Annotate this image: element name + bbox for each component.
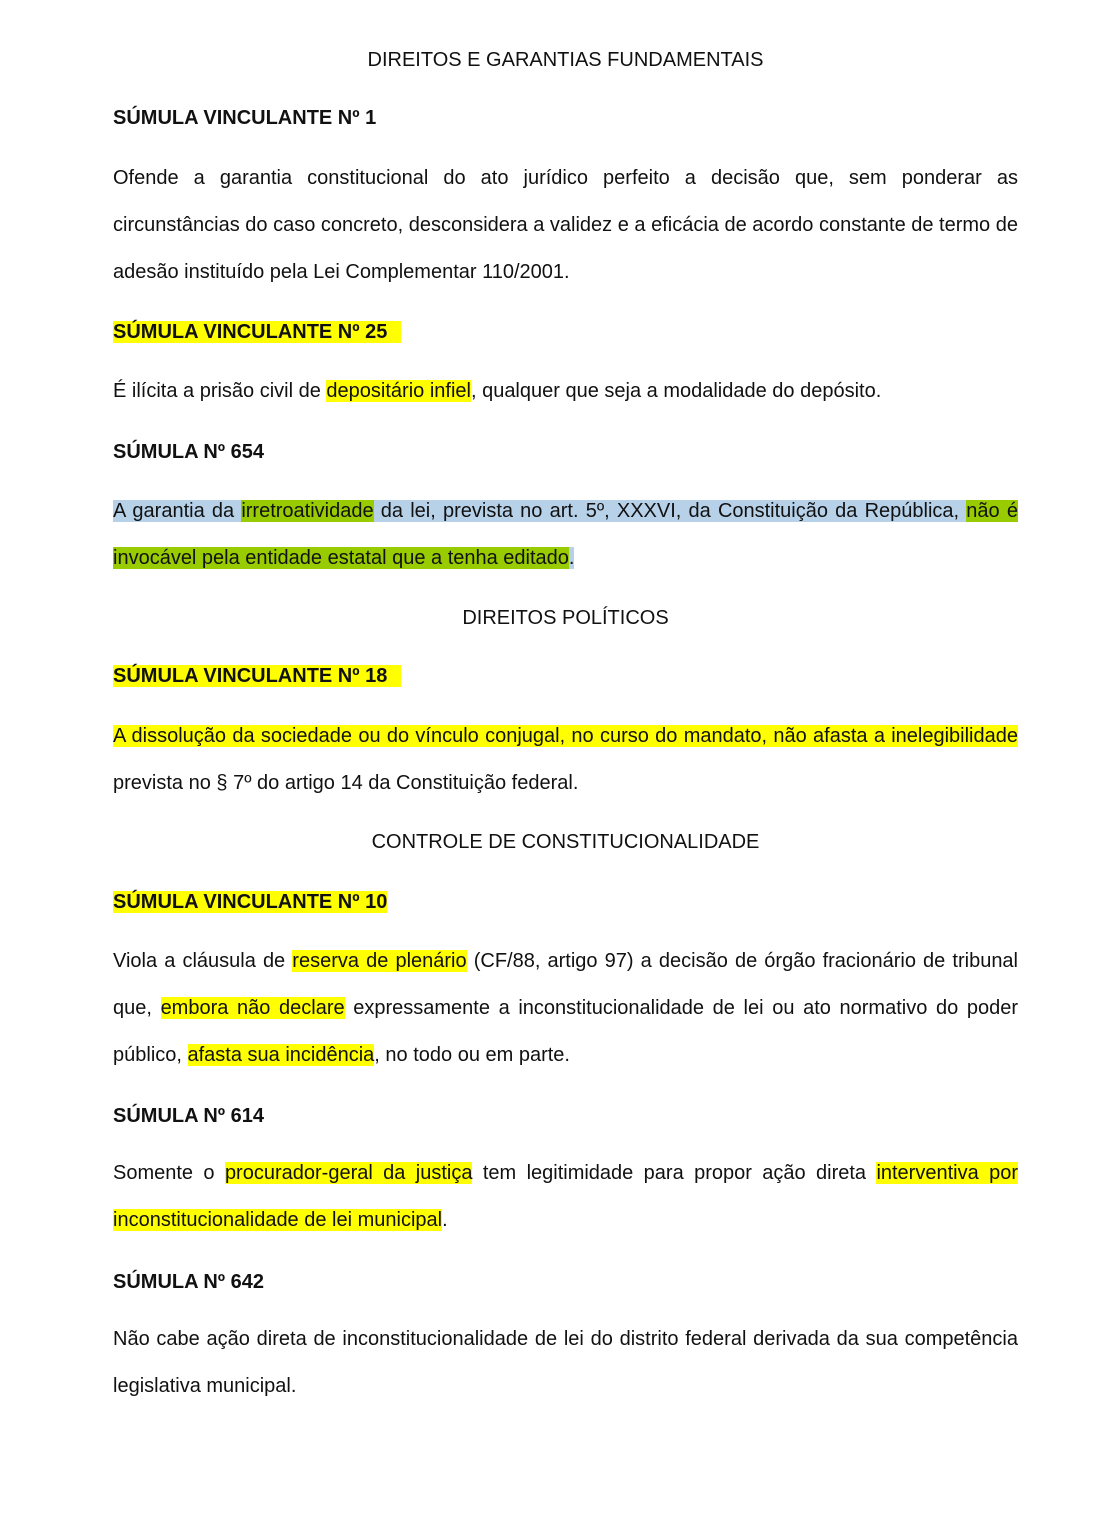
highlight: SÚMULA VINCULANTE Nº 10 <box>113 891 388 913</box>
text-run: , no todo ou em parte. <box>374 1044 570 1066</box>
text-run: Somente o <box>113 1162 225 1184</box>
text-run: . <box>442 1209 448 1231</box>
highlight: irretroatividade <box>241 500 374 522</box>
sumula-text-sv18 <box>113 713 1018 807</box>
text-run: . <box>568 547 575 569</box>
text-run: É ilícita a prisão civil de <box>113 380 327 402</box>
highlight: reserva de plenário <box>292 950 467 972</box>
sumula-title-sv25 <box>113 318 1018 346</box>
sumula-title-sv18 <box>113 662 1018 690</box>
sumula-title-sv1: SÚMULA VINCULANTE Nº 1 <box>113 107 377 129</box>
highlight: SÚMULA VINCULANTE Nº 25 <box>113 321 401 343</box>
sumula-text-sv25 <box>113 368 1018 415</box>
section-heading-fundamentais: DIREITOS E GARANTIAS FUNDAMENTAIS <box>367 49 764 71</box>
text-run: Viola a cláusula de <box>113 950 293 972</box>
sumula-text-sv10 <box>113 938 1018 1079</box>
highlight: não é invocável pela entidade estatal que a tenha editado <box>113 500 1018 569</box>
highlight: afasta sua incidência <box>187 1044 375 1066</box>
sumula-text-s654 <box>113 488 1018 582</box>
sumula-text-s642: Não cabe ação direta de inconstitucionalidade de lei do distrito federal derivada da sua competência legislativa municipal. <box>113 1328 1018 1397</box>
text-run: expressamente a inconstitucionalidade de lei ou ato normativo do poder público, <box>113 997 1018 1066</box>
sumula-text-sv1: Ofende a garantia constitucional do ato jurídico perfeito a decisão que, sem ponderar as circunstâncias do caso concreto, desconsidera a validez e a eficácia de acordo constante de termo de adesão instituído pela Lei Complementar 110/2001. <box>113 167 1018 283</box>
highlight: depositário infiel <box>326 380 471 402</box>
highlight: interventiva por inconstitucionalidade de lei municipal <box>113 1162 1018 1231</box>
text-run: da lei, prevista no art. 5º, XXXVI, da Constituição da República, <box>373 500 967 522</box>
text-run: tem legitimidade para propor ação direta <box>472 1162 877 1184</box>
section-heading-controle: CONTROLE DE CONSTITUCIONALIDADE <box>371 831 760 853</box>
highlight: A dissolução da sociedade ou do vínculo conjugal, no curso do mandato, não afasta a inelegibilidade <box>113 725 1018 747</box>
text-run: prevista no § 7º do artigo 14 da Constituição federal. <box>113 772 579 794</box>
text-run: A garantia da <box>113 500 242 522</box>
sumula-title-sv10 <box>113 888 1018 916</box>
highlight: embora não declare <box>160 997 345 1019</box>
highlight: procurador-geral da justiça <box>224 1162 473 1184</box>
text-run: (CF/88, artigo 97) a decisão de órgão fracionário de tribunal que, <box>113 950 1019 1019</box>
highlight: SÚMULA VINCULANTE Nº 18 <box>113 665 401 687</box>
sumula-text-s614 <box>113 1150 1018 1244</box>
text-run: , qualquer que seja a modalidade do depósito. <box>470 380 882 402</box>
sumula-title-s614: SÚMULA Nº 614 <box>113 1105 265 1127</box>
sumula-title-s654: SÚMULA Nº 654 <box>113 441 265 463</box>
text-selection <box>113 500 1018 569</box>
section-heading-politicos: DIREITOS POLÍTICOS <box>462 607 669 629</box>
sumula-title-s642: SÚMULA Nº 642 <box>113 1271 265 1293</box>
